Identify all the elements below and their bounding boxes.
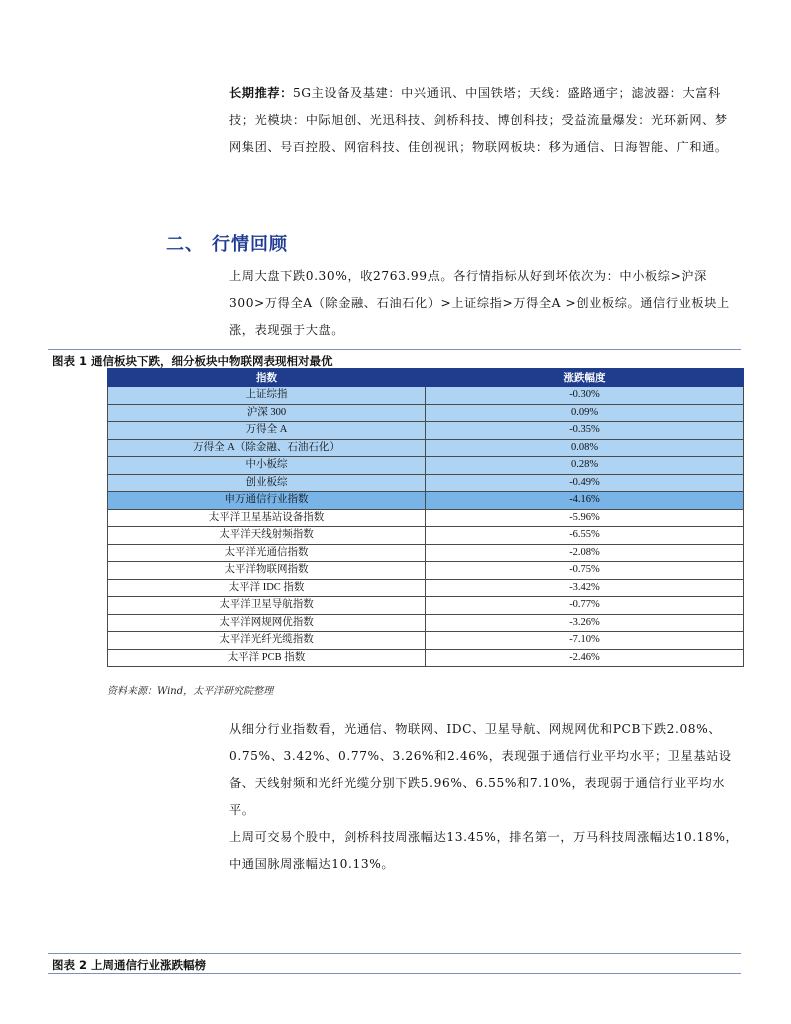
row-change-value: 0.08% xyxy=(426,439,744,457)
row-change-value: -6.55% xyxy=(426,527,744,545)
figure2-caption-text: 图表 2 上周通信行业涨跌幅榜 xyxy=(52,958,207,972)
row-change-value: -3.42% xyxy=(426,579,744,597)
review-text: 上周大盘下跌0.30%，收2763.99点。各行情指标从好到坏依次为：中小板综>沪深300>万得全A（除金融、石油石化）>上证综指>万得全A >创业板综。通信行业板块上涨，表现强于大盘。 xyxy=(229,269,730,337)
figure2-caption xyxy=(48,953,741,973)
row-index-name: 万得全 A（除金融、石油石化） xyxy=(108,439,426,457)
figure2-rule xyxy=(48,973,741,974)
row-change-value: -0.30% xyxy=(426,387,744,405)
row-index-name: 申万通信行业指数 xyxy=(108,492,426,510)
row-index-name: 创业板综 xyxy=(108,474,426,492)
figure1-caption-text: 图表 1 通信板块下跌，细分板块中物联网表现相对最优 xyxy=(52,354,333,368)
row-index-name: 太平洋物联网指数 xyxy=(108,562,426,580)
section-heading xyxy=(166,230,288,256)
table-row xyxy=(108,544,744,562)
row-change-value: -7.10% xyxy=(426,632,744,650)
row-index-name: 太平洋光纤光缆指数 xyxy=(108,632,426,650)
row-change-value: -2.08% xyxy=(426,544,744,562)
row-index-name: 太平洋光通信指数 xyxy=(108,544,426,562)
row-index-name: 太平洋卫星导航指数 xyxy=(108,597,426,615)
table-row xyxy=(108,649,744,667)
row-index-name: 万得全 A xyxy=(108,422,426,440)
table-row xyxy=(108,439,744,457)
row-index-name: 太平洋网规网优指数 xyxy=(108,614,426,632)
row-change-value: -5.96% xyxy=(426,509,744,527)
row-index-name: 中小板综 xyxy=(108,457,426,475)
row-index-name: 太平洋 PCB 指数 xyxy=(108,649,426,667)
row-change-value: -0.49% xyxy=(426,474,744,492)
recommend-label: 长期推荐： xyxy=(229,86,293,100)
table-row xyxy=(108,387,744,405)
table-row xyxy=(108,474,744,492)
row-change-value: -4.16% xyxy=(426,492,744,510)
row-change-value: 0.09% xyxy=(426,404,744,422)
stock-text: 上周可交易个股中，剑桥科技周涨幅达13.45%，排名第一，万马科技周涨幅达10.18%，中通国脉周涨幅达10.13%。 xyxy=(229,830,739,871)
header-change: 涨跌幅度 xyxy=(426,369,744,387)
table-row xyxy=(108,632,744,650)
review-paragraph xyxy=(229,263,739,344)
table-row xyxy=(108,457,744,475)
row-index-name: 沪深 300 xyxy=(108,404,426,422)
table-row xyxy=(108,597,744,615)
table-row xyxy=(108,404,744,422)
row-index-name: 上证综指 xyxy=(108,387,426,405)
row-index-name: 太平洋 IDC 指数 xyxy=(108,579,426,597)
index-table xyxy=(107,368,744,667)
table-row xyxy=(108,527,744,545)
sub-text: 从细分行业指数看，光通信、物联网、IDC、卫星导航、网规网优和PCB下跌2.08%、0.75%、3.42%、0.77%、3.26%和2.46%，表现强于通信行业平均水平；卫星基站设备、天线射频和光纤光缆分别下跌5.96%、6.55%和7.10%，表现弱于通信行业平均水平。 xyxy=(229,722,732,817)
table-row xyxy=(108,422,744,440)
sub-paragraph xyxy=(229,716,739,878)
recommend-text: 5G主设备及基建：中兴通讯、中国铁塔；天线：盛路通宇；滤波器：大富科技；光模块：中际旭创、光迅科技、剑桥科技、博创科技；受益流量爆发：光环新网、梦网集团、号百控股、网宿科技、佳创视讯；物联网板块：移为通信、日海智能、广和通。 xyxy=(229,86,728,154)
row-change-value: -0.35% xyxy=(426,422,744,440)
header-index: 指数 xyxy=(108,369,426,387)
row-change-value: -2.46% xyxy=(426,649,744,667)
table-header-row xyxy=(108,369,744,387)
row-change-value: -0.77% xyxy=(426,597,744,615)
row-change-value: 0.28% xyxy=(426,457,744,475)
recommend-paragraph xyxy=(229,80,739,161)
row-index-name: 太平洋天线射频指数 xyxy=(108,527,426,545)
table-row xyxy=(108,492,744,510)
source-note: 资料来源：Wind，太平洋研究院整理 xyxy=(107,686,274,697)
row-change-value: -0.75% xyxy=(426,562,744,580)
table-row xyxy=(108,509,744,527)
table-row xyxy=(108,562,744,580)
section-number: 二、 xyxy=(166,234,204,255)
section-title: 行情回顾 xyxy=(212,234,288,255)
table-row xyxy=(108,614,744,632)
table-row xyxy=(108,579,744,597)
row-change-value: -3.26% xyxy=(426,614,744,632)
row-index-name: 太平洋卫星基站设备指数 xyxy=(108,509,426,527)
figure1-caption xyxy=(48,349,741,369)
